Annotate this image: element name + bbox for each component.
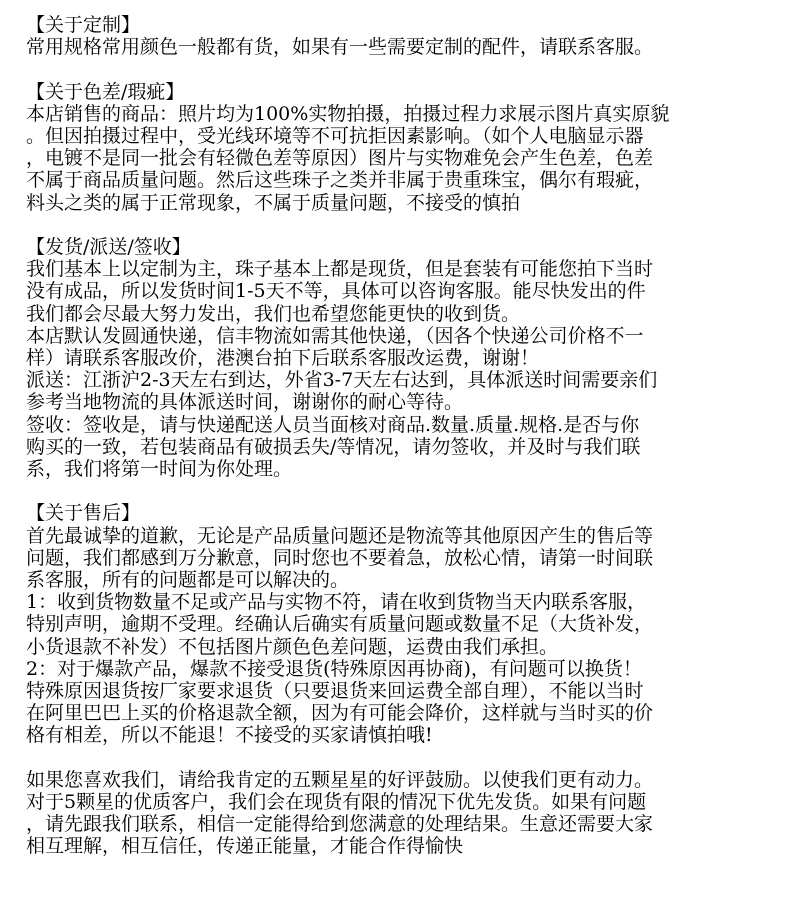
paragraph-line: 。但因拍摄过程中，受光线环境等不可抗拒因素影响。（如个人电脑显示器: [26, 125, 644, 147]
section-heading: 【发货/派送/签收】: [26, 236, 191, 258]
paragraph-line: 格有相差，所以不能退！不接受的买家请慎拍哦!: [26, 724, 433, 747]
section-heading: 【关于色差/瑕疵】: [26, 80, 185, 103]
paragraph-line: 问题，我们都感到万分歉意，同时您也不要着急，放松心情，请第一时间联: [26, 546, 654, 569]
paragraph-line: 料头之类的属于正常现象，不属于质量问题，不接受的慎拍: [26, 191, 521, 214]
paragraph-line: 参考当地物流的具体派送时间，谢谢你的耐心等待。: [26, 391, 464, 414]
paragraph-line: 本店默认发圆通快递，信丰物流如需其他快递，（因各个快递公司价格不一: [26, 324, 644, 347]
paragraph-line: 如果您喜欢我们，请给我肯定的五颗星星的好评鼓励。以使我们更有动力。: [26, 768, 654, 791]
paragraph-line: 1：收到货物数量不足或产品与实物不符，请在收到货物当天内联系客服，: [26, 591, 647, 614]
paragraph-line: 派送：江浙沪2-3天左右到达，外省3-7天左右达到，具体派送时间需要亲们: [26, 369, 658, 392]
paragraph-line: 样）请联系客服改价，港澳台拍下后联系客服改运费，谢谢！: [26, 347, 540, 370]
paragraph-line: 没有成品，所以发货时间1-5天不等，具体可以咨询客服。能尽快发出的件: [26, 280, 646, 303]
paragraph-line: 购买的一致，若包装商品有破损丢失/等情况，请勿签收，并及时与我们联: [26, 435, 641, 458]
section-heading: 【关于定制】: [26, 14, 141, 36]
section-color-difference: [26, 81, 774, 214]
paragraph-line: 相互理解，相互信任，传递正能量，才能合作得愉快: [26, 835, 464, 858]
paragraph-line: 2：对于爆款产品，爆款不接受退货(特殊原因再协商)，有问题可以换货！: [26, 657, 642, 680]
paragraph-line: 特别声明，逾期不受理。经确认后确实有质量问题或数量不足（大货补发，: [26, 613, 654, 636]
paragraph-line: 系，我们将第一时间为你处理。: [26, 458, 293, 481]
paragraph-line: 我们都会尽最大努力发出，我们也希望您能更快的收到货。: [26, 302, 521, 325]
paragraph-line: 系客服，所有的问题都是可以解决的。: [26, 569, 350, 592]
section-review-request: [26, 769, 774, 858]
store-policy-document: [26, 14, 774, 858]
paragraph-line: 我们基本上以定制为主，珠子基本上都是现货，但是套装有可能您拍下当时: [26, 258, 654, 281]
paragraph-line: 特殊原因退货按厂家要求退货（只要退货来回运费全部自理），不能以当时: [26, 680, 644, 703]
paragraph-line: 小货退款不补发）不包括图片颜色色差问题，运费由我们承担。: [26, 635, 559, 658]
paragraph-line: ，请先跟我们联系，相信一定能得给到您满意的处理结果。生意还需要大家: [26, 813, 654, 836]
paragraph-line: 本店销售的商品：照片均为100%实物拍摄，拍摄过程力求展示图片真实原貌: [26, 102, 670, 125]
section-shipping: [26, 236, 774, 480]
paragraph-line: 首先最诚挚的道歉，无论是产品质量问题还是物流等其他原因产生的售后等: [26, 524, 654, 547]
paragraph-line: 不属于商品质量问题。然后这些珠子之类并非属于贵重珠宝，偶尔有瑕疵，: [26, 169, 654, 192]
paragraph-line: 签收：签收是，请与快递配送人员当面核对商品.数量.质量.规格.是否与你: [26, 413, 640, 436]
paragraph-line: 在阿里巴巴上买的价格退款全额，因为有可能会降价，这样就与当时买的价: [26, 702, 654, 725]
paragraph-line: ，电镀不是同一批会有轻微色差等原因）图片与实物难免会产生色差，色差: [26, 147, 654, 170]
section-after-sales: [26, 502, 774, 746]
paragraph-line: 常用规格常用颜色一般都有货，如果有一些需要定制的配件，请联系客服。: [26, 36, 654, 59]
section-custom-orders: [26, 14, 774, 58]
paragraph-line: 对于5颗星的优质客户，我们会在现货有限的情况下优先发货。如果有问题: [26, 791, 647, 814]
section-heading: 【关于售后】: [26, 502, 141, 525]
